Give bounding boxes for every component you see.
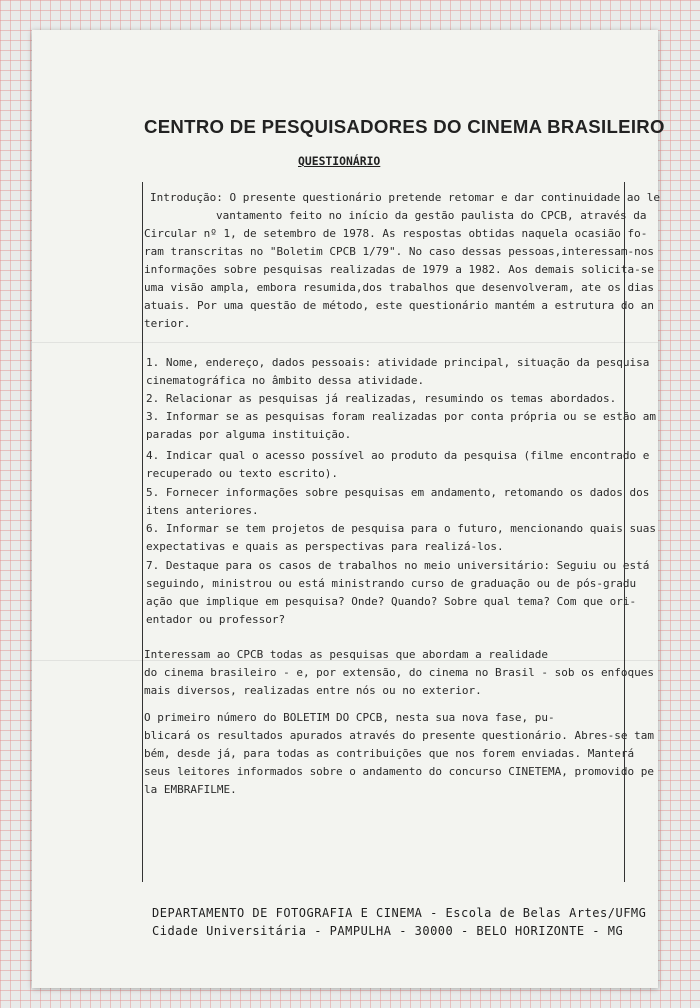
footer-address: Cidade Universitária - PAMPULHA - 30000 - BELO HORIZONTE - MG — [152, 924, 624, 938]
question-item-continuation: itens anteriores. — [146, 504, 259, 517]
question-item: 7. Destaque para os casos de trabalhos no meio universitário: Seguiu ou está — [146, 559, 650, 572]
question-item: 2. Relacionar as pesquisas já realizadas, resumindo os temas abordados. — [146, 392, 617, 405]
questionnaire-heading: QUESTIONÁRIO — [298, 154, 381, 168]
left-margin-line — [142, 182, 143, 882]
intro-line: Introdução: O presente questionário pretende retomar e dar continuidade ao le — [150, 191, 660, 204]
intro-line: ram transcritas no "Boletim CPCB 1/79". No caso dessas pessoas,interessam-nos — [144, 245, 654, 258]
question-item: 5. Fornecer informações sobre pesquisas em andamento, retomando os dados dos — [146, 486, 650, 499]
paragraph-line: mais diversos, realizadas entre nós ou no exterior. — [144, 684, 482, 697]
question-item-continuation: recuperado ou texto escrito). — [146, 467, 339, 480]
paper-sheet — [32, 30, 665, 988]
intro-line: Circular nº 1, de setembro de 1978. As respostas obtidas naquela ocasião fo- — [144, 227, 648, 240]
question-item: 6. Informar se tem projetos de pesquisa para o futuro, mencionando quais suas — [146, 522, 656, 535]
organization-title: CENTRO DE PESQUISADORES DO CINEMA BRASILEIRO — [144, 116, 665, 137]
question-item: 3. Informar se as pesquisas foram realizadas por conta própria ou se estão am — [146, 410, 656, 423]
intro-line: uma visão ampla, embora resumida,dos trabalhos que desenvolveram, ate os dias — [144, 281, 654, 294]
question-item-continuation: paradas por alguma instituição. — [146, 428, 352, 441]
paragraph-line: la EMBRAFILME. — [144, 783, 237, 796]
question-item-continuation: cinematográfica no âmbito dessa atividade. — [146, 374, 425, 387]
question-item-continuation: ação que implique em pesquisa? Onde? Quando? Sobre qual tema? Com que ori- — [146, 595, 637, 608]
question-item: 4. Indicar qual o acesso possível ao produto da pesquisa (filme encontrado e — [146, 449, 650, 462]
paper-fold — [32, 342, 658, 343]
intro-line: atuais. Por uma questão de método, este questionário mantém a estrutura do an — [144, 299, 654, 312]
paragraph-line: blicará os resultados apurados através do presente questionário. Abres-se tam — [144, 729, 654, 742]
footer-department: DEPARTAMENTO DE FOTOGRAFIA E CINEMA - Escola de Belas Artes/UFMG — [152, 906, 647, 920]
paragraph-line: Interessam ao CPCB todas as pesquisas que abordam a realidade — [144, 648, 548, 661]
question-item-continuation: entador ou professor? — [146, 613, 286, 626]
question-item: 1. Nome, endereço, dados pessoais: atividade principal, situação da pesquisa — [146, 356, 650, 369]
paragraph-line: O primeiro número do BOLETIM DO CPCB, nesta sua nova fase, pu- — [144, 711, 555, 724]
question-item-continuation: expectativas e quais as perspectivas para realizá-los. — [146, 540, 504, 553]
question-item-continuation: seguindo, ministrou ou está ministrando curso de graduação ou de pós-gradu — [146, 577, 637, 590]
paragraph-line: seus leitores informados sobre o andamento do concurso CINETEMA, promovido pe — [144, 765, 654, 778]
paragraph-line: bém, desde já, para todas as contribuições que nos forem enviadas. Manterá — [144, 747, 635, 760]
intro-line: terior. — [144, 317, 191, 330]
intro-line: vantamento feito no início da gestão paulista do CPCB, através da — [216, 209, 647, 222]
intro-line: informações sobre pesquisas realizadas de 1979 a 1982. Aos demais solicita-se — [144, 263, 654, 276]
paragraph-line: do cinema brasileiro - e, por extensão, do cinema no Brasil - sob os enfoques — [144, 666, 654, 679]
